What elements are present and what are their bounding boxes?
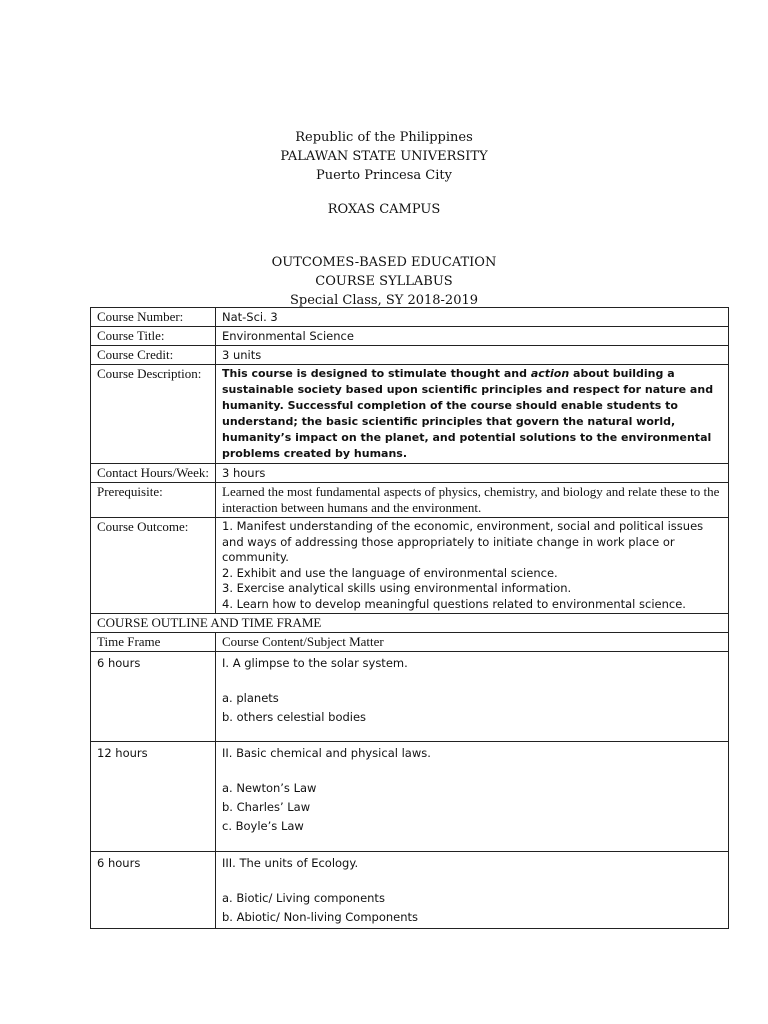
outline-subitem: a. planets: [222, 691, 279, 705]
outcome-item: 3. Exercise analytical skills using environmental information.: [222, 581, 572, 595]
contact-hours-row: [91, 464, 729, 483]
course-outcome-row: [91, 518, 729, 614]
course-description-row: [91, 365, 729, 464]
description-text-start: This course is designed to stimulate thought and: [222, 367, 531, 380]
time-frame-header: Time Frame: [91, 633, 216, 652]
course-number-value: Nat-Sci. 3: [216, 308, 729, 327]
outcome-item: 2. Exhibit and use the language of environmental science.: [222, 565, 558, 580]
course-number-label: Course Number:: [91, 308, 216, 327]
course-title-label: Course Title:: [91, 327, 216, 346]
outline-heading-row: [91, 614, 729, 633]
outline-content: [216, 652, 729, 742]
course-title-value: Environmental Science: [216, 327, 729, 346]
outline-subitem: b. Abiotic/ Non-living Components: [222, 910, 419, 924]
outline-row: [91, 852, 729, 929]
outcome-item: 1. Manifest understanding of the economic, environment, social and political issues and ways of addressing those appropriately to initiate change in work place or community.: [222, 519, 704, 564]
outline-content: [216, 852, 729, 929]
republic-line: Republic of the Philippines: [295, 130, 473, 145]
course-credit-value: 3 units: [216, 346, 729, 365]
contact-hours-label: Contact Hours/Week:: [91, 464, 216, 483]
course-outcome-label: Course Outcome:: [91, 518, 216, 614]
campus-name: ROXAS CAMPUS: [327, 202, 441, 217]
prerequisite-row: [91, 483, 729, 518]
outline-time: 12 hours: [91, 742, 216, 852]
course-description-value: [216, 365, 729, 464]
contact-hours-value: 3 hours: [216, 464, 729, 483]
outline-row: [91, 742, 729, 852]
outline-row: [91, 652, 729, 742]
outline-column-header-row: [91, 633, 729, 652]
outline-subitem: a. Newton’s Law: [222, 781, 317, 795]
class-line: Special Class, SY 2018-2019: [289, 293, 479, 308]
outline-subitem: a. Biotic/ Living components: [222, 891, 385, 905]
outline-topic: I. A glimpse to the solar system.: [222, 656, 408, 670]
outline-topic: II. Basic chemical and physical laws.: [222, 746, 431, 760]
obe-title: OUTCOMES-BASED EDUCATION: [271, 255, 497, 270]
campus-block: [0, 200, 768, 219]
description-text-italic: action: [530, 367, 570, 380]
outline-topic: III. The units of Ecology.: [222, 856, 359, 870]
outline-heading: COURSE OUTLINE AND TIME FRAME: [91, 614, 729, 633]
course-credit-row: [91, 346, 729, 365]
outline-content: [216, 742, 729, 852]
university-name: PALAWAN STATE UNIVERSITY: [280, 149, 488, 164]
outcome-item: 4. Learn how to develop meaningful questions related to environmental science.: [222, 596, 686, 611]
outline-subitem: b. Charles’ Law: [222, 800, 311, 814]
course-outcome-list: [216, 518, 729, 614]
outline-subitem: b. others celestial bodies: [222, 710, 367, 724]
prerequisite-label: Prerequisite:: [91, 483, 216, 518]
course-description-label: Course Description:: [91, 365, 216, 464]
outline-time: 6 hours: [91, 652, 216, 742]
outline-subitem: c. Boyle’s Law: [222, 819, 304, 833]
prerequisite-value: Learned the most fundamental aspects of physics, chemistry, and biology and relate these to the interaction between humans and the environment.: [216, 483, 729, 518]
outline-time: 6 hours: [91, 852, 216, 929]
city-line: Puerto Princesa City: [316, 168, 452, 183]
description-text-end: about building a sustainable society based upon scientific principles and respect for nature and humanity. Successful completion of the course should enable students to understand; the basic scientific principles that govern the natural world, humanity’s impact on the planet, and potential solutions to the environmental problems created by humans.: [222, 367, 714, 460]
syllabus-table: [90, 307, 729, 929]
document-header: [0, 128, 768, 185]
course-credit-label: Course Credit:: [91, 346, 216, 365]
syllabus-title-block: [0, 253, 768, 310]
course-number-row: [91, 308, 729, 327]
course-content-header: Course Content/Subject Matter: [216, 633, 729, 652]
course-title-row: [91, 327, 729, 346]
syllabus-title: COURSE SYLLABUS: [315, 274, 453, 289]
